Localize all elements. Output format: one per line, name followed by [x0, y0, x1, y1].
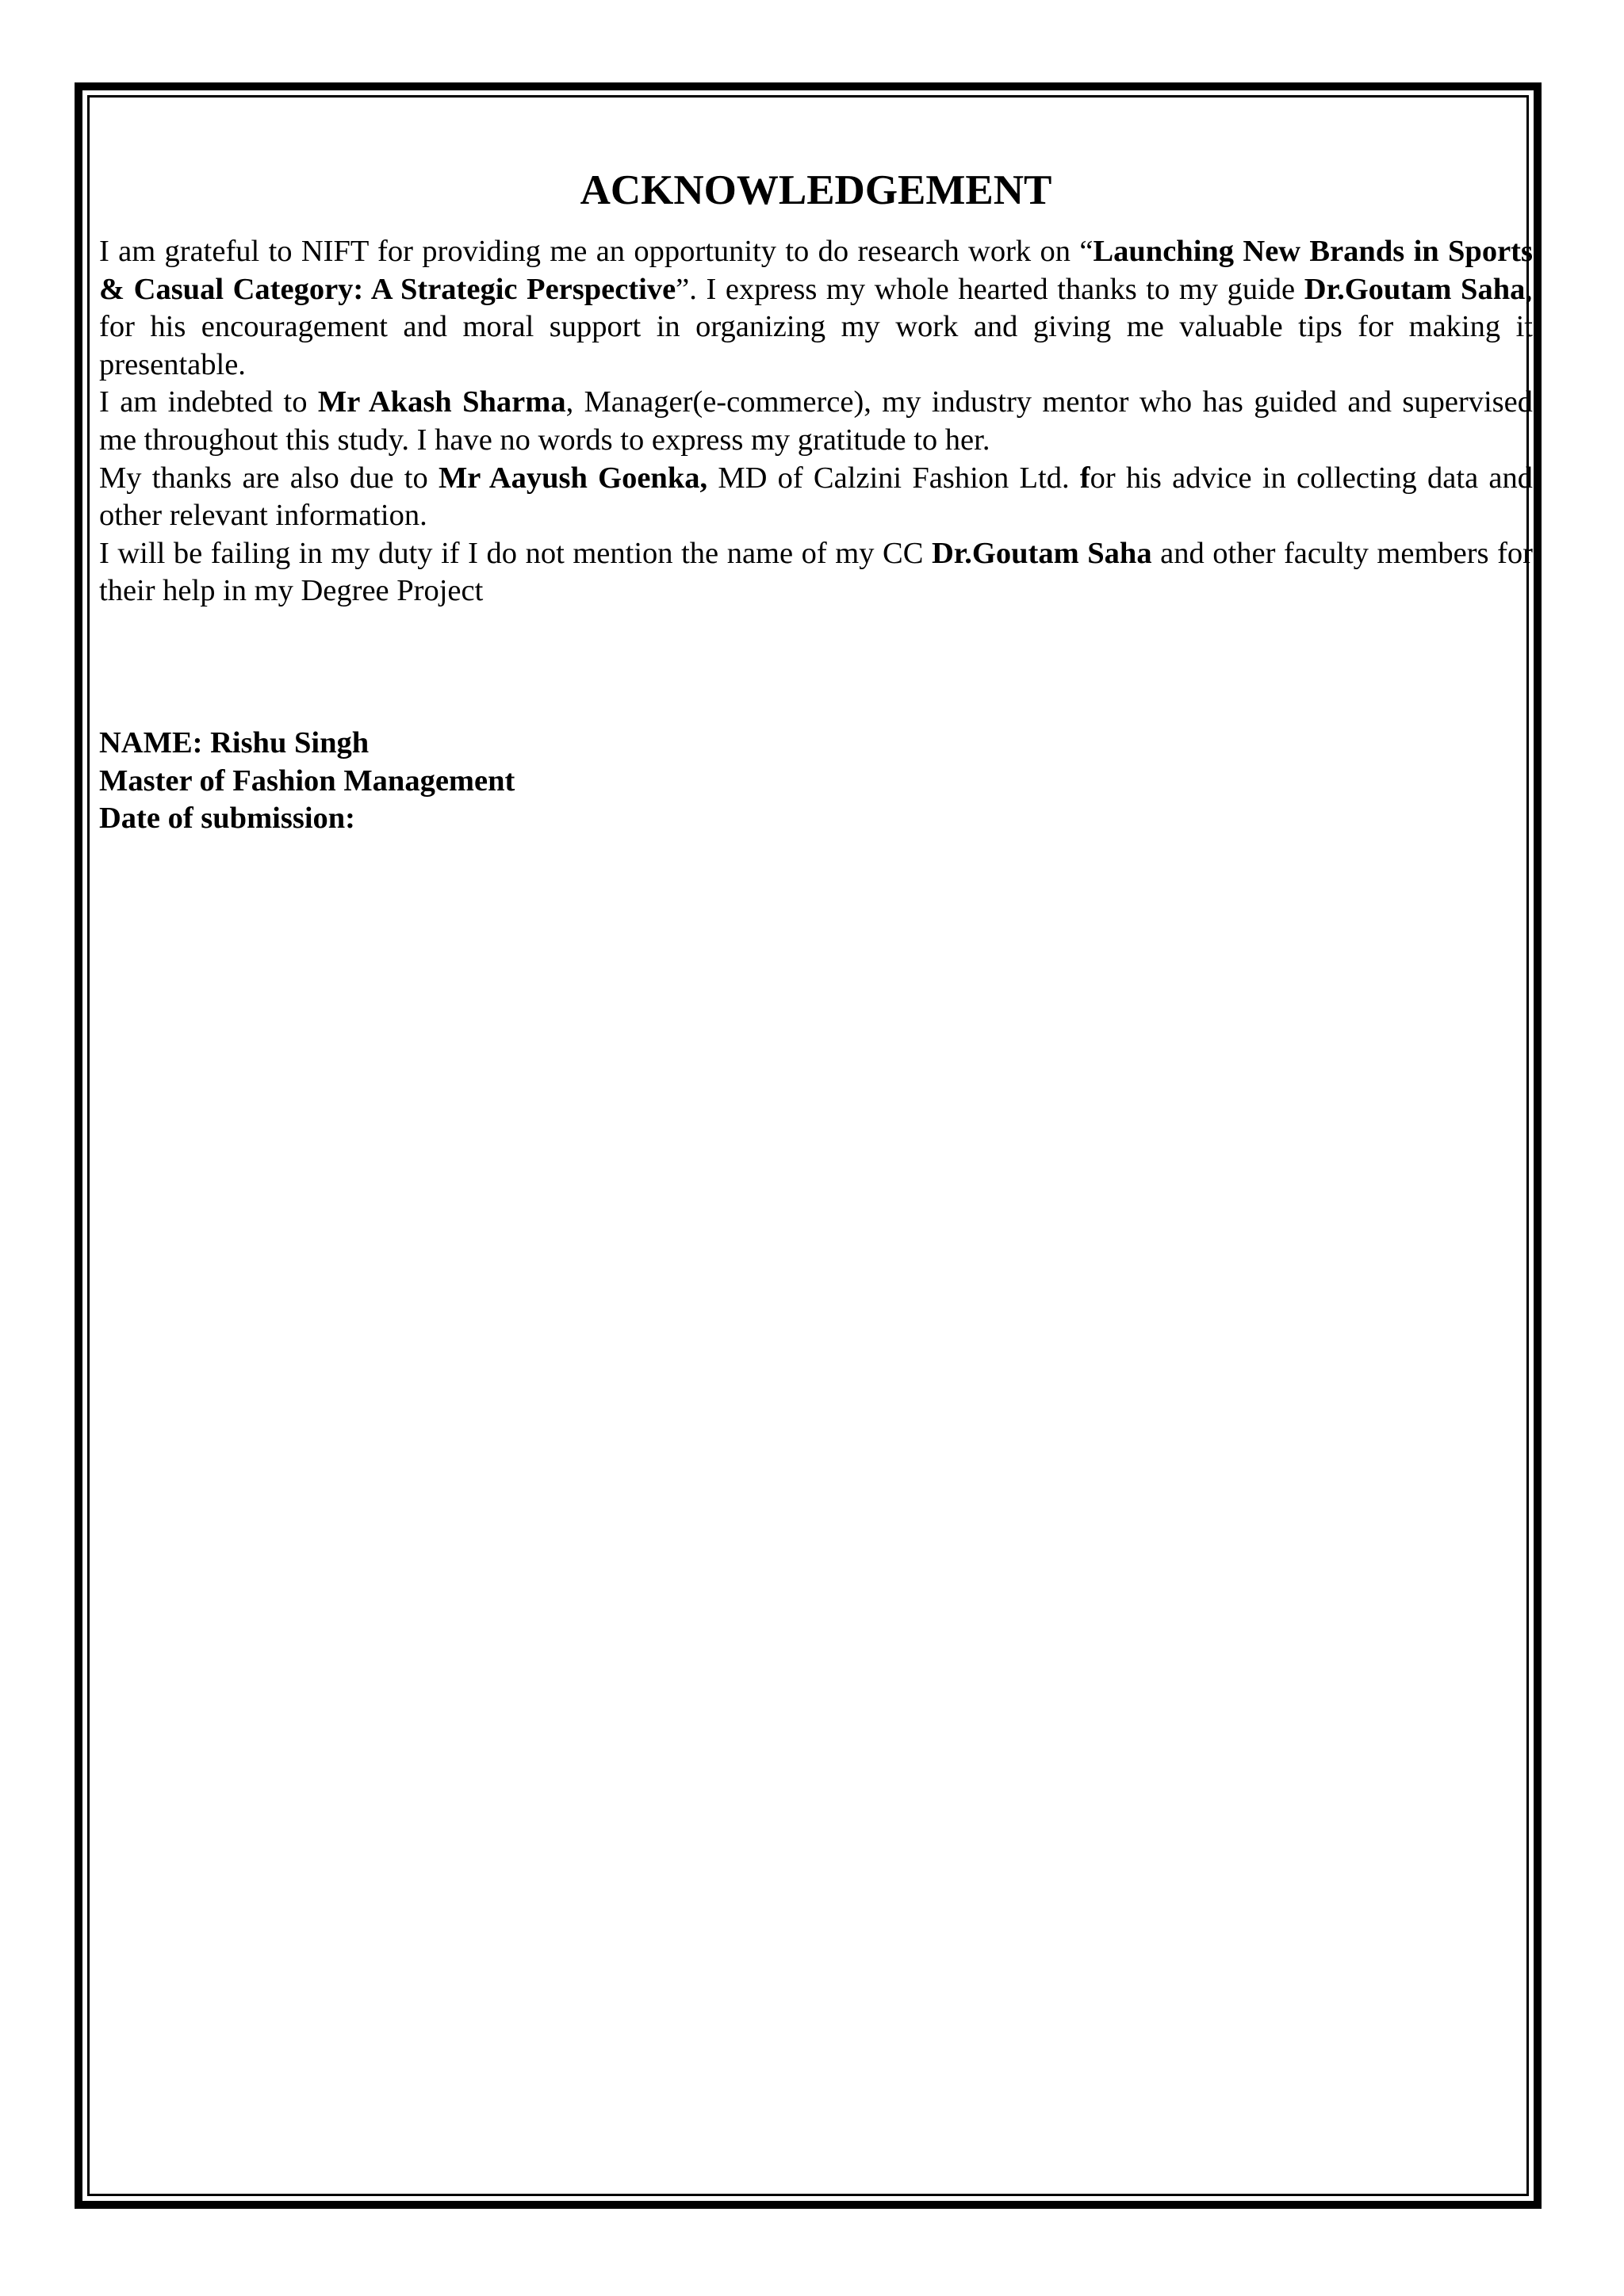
student-name: NAME: Rishu Singh [99, 725, 370, 760]
text-run: My thanks are also due to [99, 461, 439, 495]
text-run: I will be failing in my duty if I do not mention the name of my CC [99, 536, 932, 570]
text-run: ”. I express my whole hearted thanks to my guide [676, 272, 1304, 306]
text-run: , Manager(e-commerce), my industry mentor who has guided and supervised me throughout this study. I have no words to express my gratitude to her. [99, 385, 1533, 457]
text-run: I am grateful to NIFT for providing me an opportunity to do research work on “ [99, 235, 1094, 268]
signature-block [99, 725, 1533, 838]
paragraph-cc-faculty [99, 535, 1533, 610]
text-run: I am indebted to [99, 385, 318, 419]
bold-letter: f [1079, 461, 1090, 495]
project-title: Launching New Brands in Sports & Casual Category: A Strategic Perspective [99, 235, 1533, 306]
paragraph-thanks-md [99, 460, 1533, 535]
paragraph-industry-mentor [99, 384, 1533, 459]
program-name: Master of Fashion Management [99, 763, 515, 798]
text-run: or his advice in collecting data and other relevant information. [99, 461, 1533, 533]
submission-date-label: Date of submission: [99, 802, 356, 836]
guide-name: Dr.Goutam Saha [1304, 272, 1526, 306]
cc-name: Dr.Goutam Saha [931, 536, 1152, 570]
page-title: ACKNOWLEDGEMENT [580, 167, 1052, 213]
acknowledgement-body [99, 159, 1533, 838]
paragraph-gratitude-nift [99, 233, 1533, 384]
text-run: , for his encouragement and moral support in organizing my work and giving me valuable tips for making it presentable. [99, 272, 1533, 381]
mentor-name: Mr Akash Sharma [317, 385, 566, 419]
md-name: Mr Aayush Goenka, [438, 461, 708, 495]
text-run: and other faculty members for their help in my Degree Project [99, 536, 1533, 608]
text-run: MD of Calzini Fashion Ltd. [707, 461, 1080, 495]
